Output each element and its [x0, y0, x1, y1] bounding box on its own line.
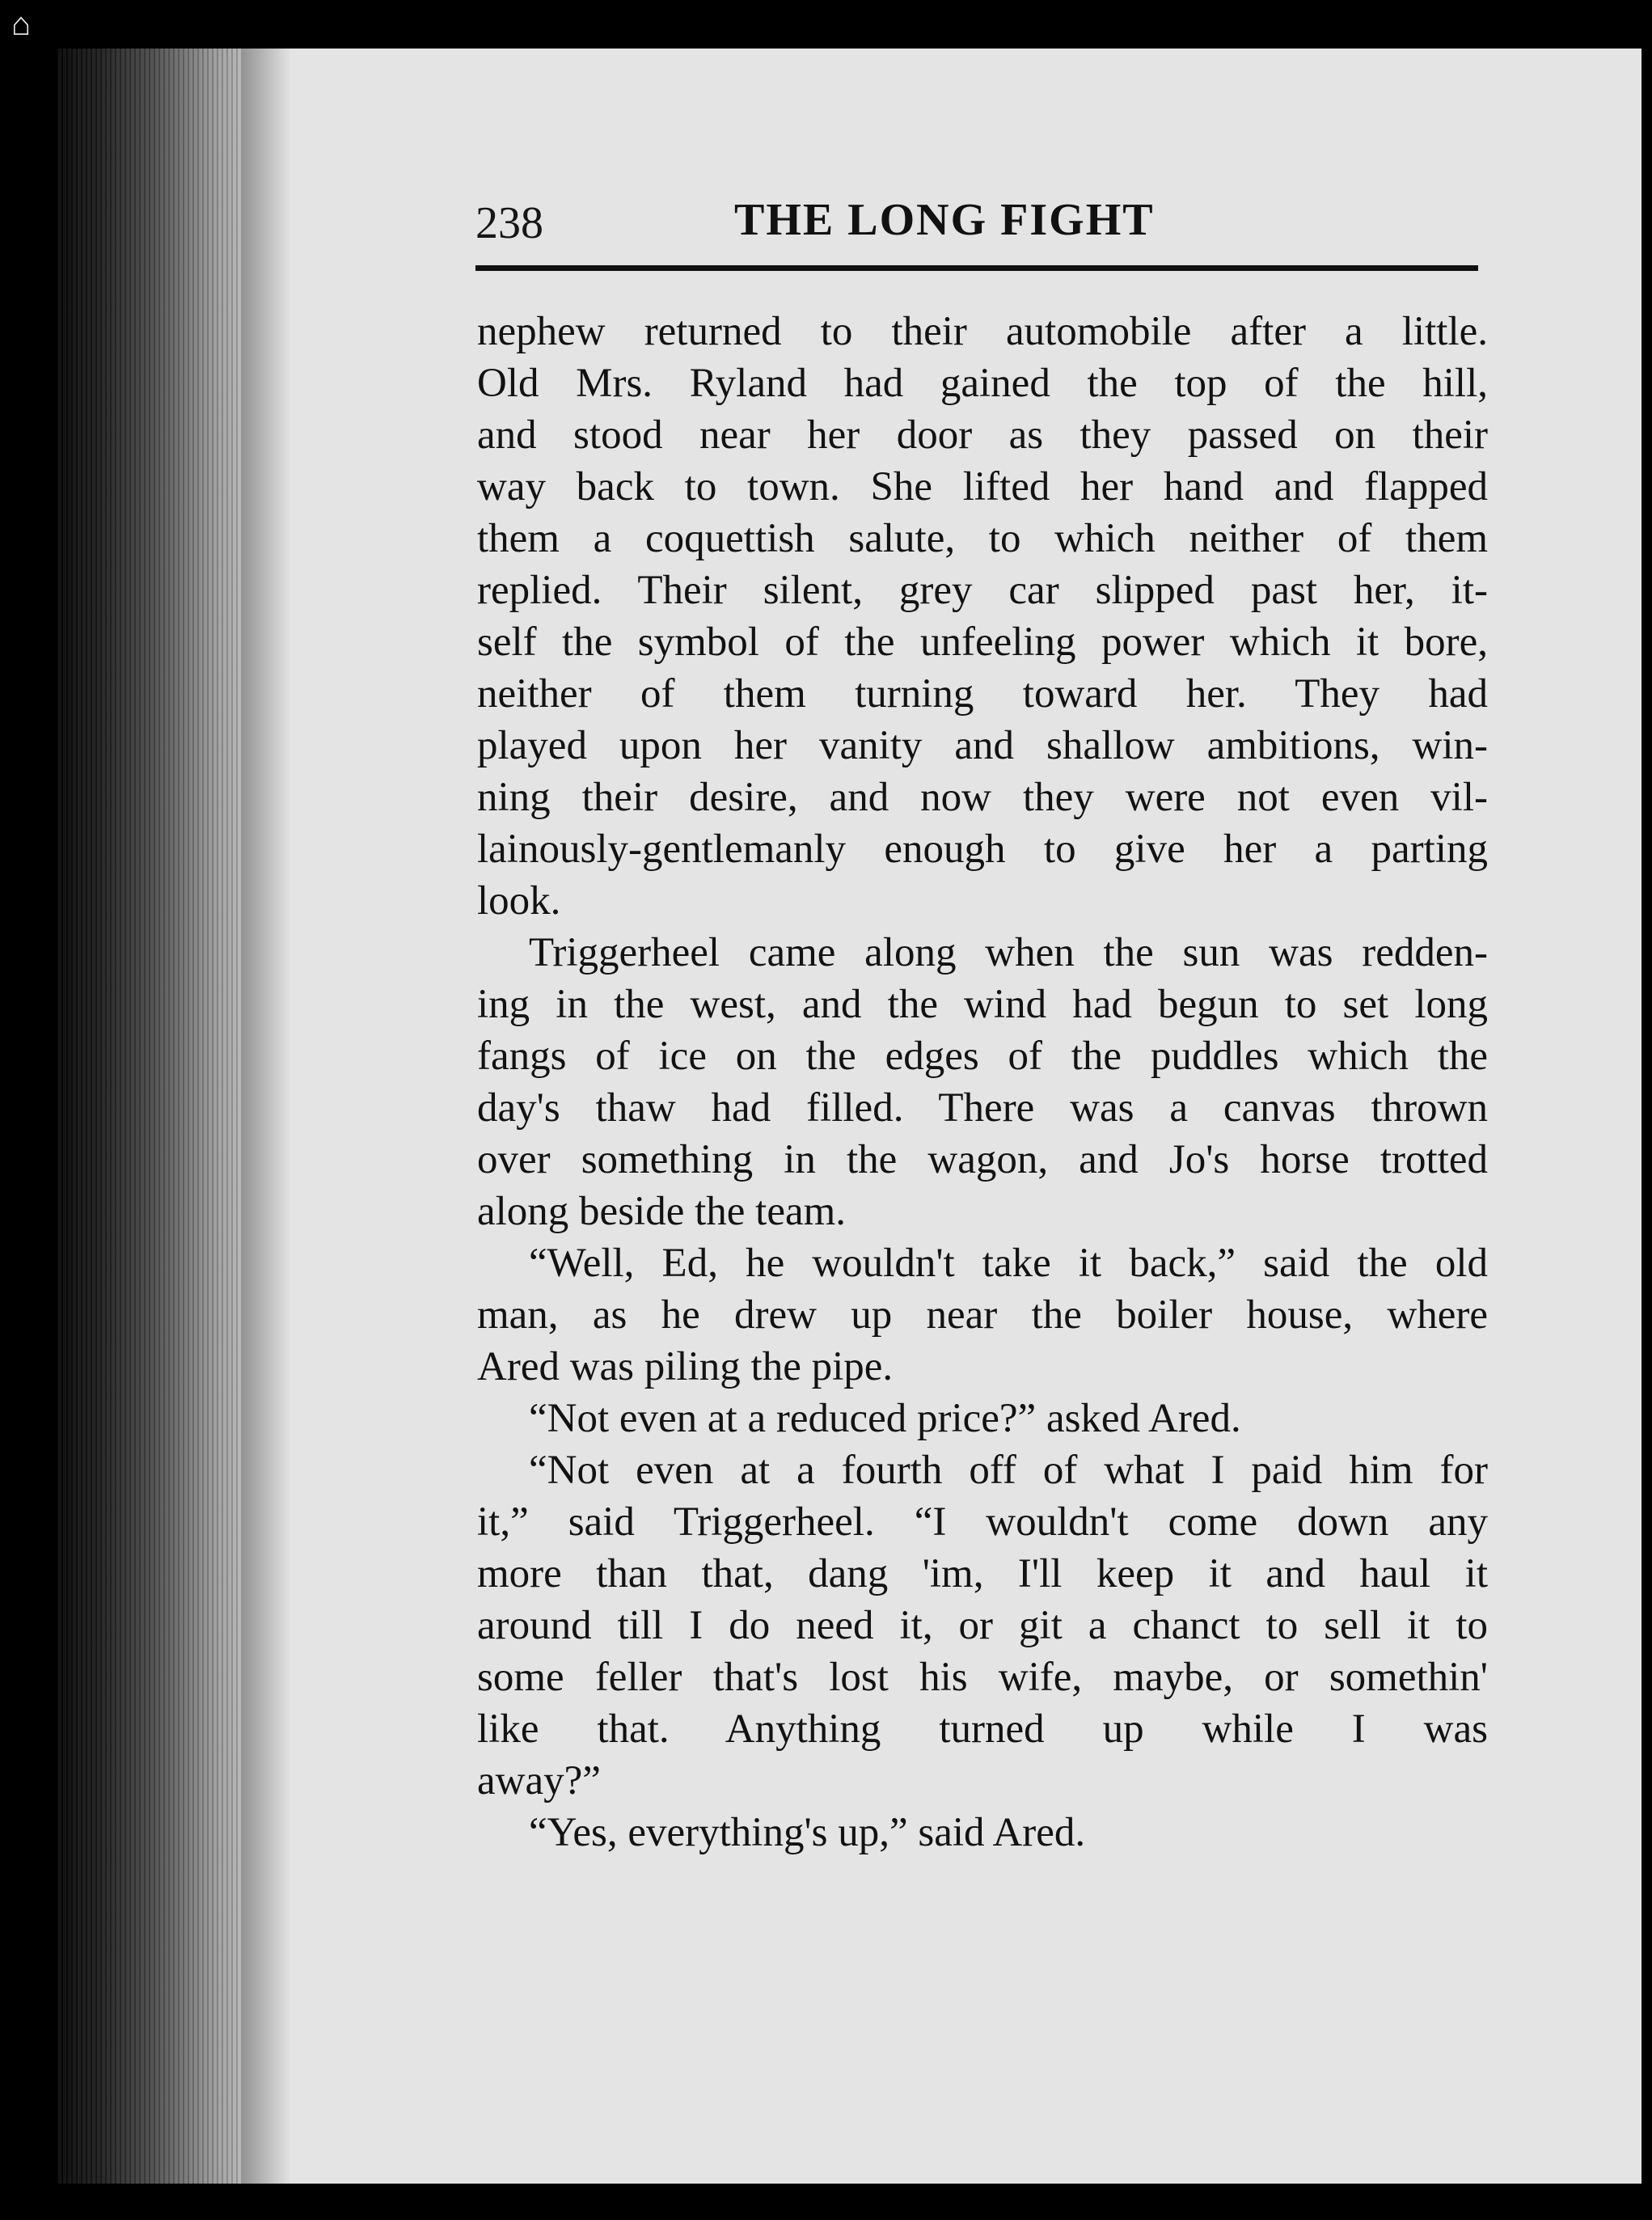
text-line: around till I do need it, or git a chanct to sell it to	[477, 1603, 1488, 1648]
text-line: neither of them turning toward her. They had	[477, 671, 1488, 717]
text-line: ning their desire, and now they were not even vil-	[477, 775, 1488, 820]
paragraph	[477, 1237, 1488, 1393]
paragraph	[477, 927, 1488, 1237]
text-line: away?”	[477, 1758, 601, 1803]
gutter-shadow	[243, 49, 291, 2184]
text-line: it,” said Triggerheel. “I wouldn't come down any	[477, 1499, 1488, 1545]
text-line: over something in the wagon, and Jo's horse trotted	[477, 1137, 1488, 1182]
text-line: like that. Anything turned up while I was	[477, 1706, 1488, 1752]
scanner-corner-icon: ⌂	[11, 6, 32, 42]
text-line: played upon her vanity and shallow ambitions, win-	[477, 723, 1488, 768]
text-line: “Not even at a reduced price?” asked Ared.	[529, 1396, 1241, 1441]
text-line: man, as he drew up near the boiler house, where	[477, 1292, 1488, 1338]
text-line: Ared was piling the pipe.	[477, 1344, 894, 1389]
text-line: them a coquettish salute, to which neither of them	[477, 516, 1488, 561]
paragraph	[477, 1807, 1488, 1858]
paragraph	[477, 306, 1488, 927]
header-rule	[475, 265, 1478, 271]
paragraph	[477, 1444, 1488, 1807]
text-line: look.	[477, 878, 561, 924]
book-title: THE LONG FIGHT	[734, 195, 1155, 245]
text-line: self the symbol of the unfeeling power which it bore,	[477, 619, 1488, 665]
text-line: replied. Their silent, grey car slipped past her, it-	[477, 568, 1488, 613]
text-line: way back to town. She lifted her hand and flapped	[477, 464, 1488, 510]
text-line: “Well, Ed, he wouldn't take it back,” said the old	[529, 1241, 1488, 1286]
text-line: nephew returned to their automobile after a little.	[477, 309, 1488, 354]
body-text	[477, 306, 1488, 1858]
text-line: “Yes, everything's up,” said Ared.	[529, 1810, 1086, 1855]
text-line: some feller that's lost his wife, maybe, or somethin'	[477, 1655, 1488, 1700]
text-line: more than that, dang 'im, I'll keep it and haul it	[477, 1551, 1488, 1596]
page-number: 238	[475, 198, 543, 248]
running-head	[475, 191, 1478, 256]
text-line: lainously-gentlemanly enough to give her a parting	[477, 827, 1488, 872]
book-page-edge	[57, 49, 267, 2184]
text-line: Triggerheel came along when the sun was redden-	[529, 930, 1488, 975]
text-line: “Not even at a fourth off of what I paid him for	[529, 1448, 1488, 1493]
text-line: along beside the team.	[477, 1189, 847, 1234]
text-line: and stood near her door as they passed on their	[477, 412, 1488, 458]
text-line: fangs of ice on the edges of the puddles which the	[477, 1034, 1488, 1079]
text-line: day's thaw had filled. There was a canvas thrown	[477, 1085, 1488, 1131]
paragraph	[477, 1393, 1488, 1444]
text-line: Old Mrs. Ryland had gained the top of the hill,	[477, 361, 1488, 406]
text-line: ing in the west, and the wind had begun to set long	[477, 982, 1488, 1027]
